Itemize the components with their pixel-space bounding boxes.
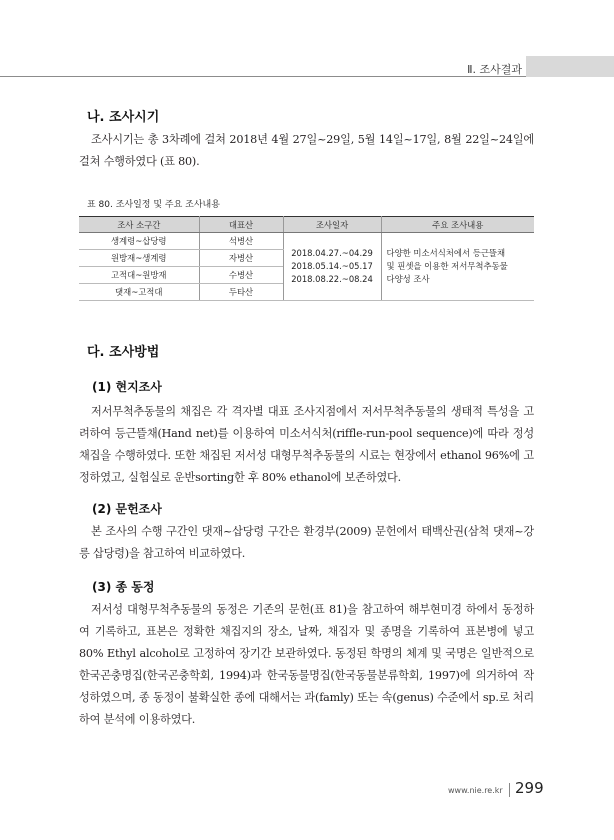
mountain-cell: 두타산 [199, 284, 283, 301]
page-number: 299 [515, 779, 544, 797]
table-caption: 표 80. 조사일정 및 주요 조사내용 [87, 200, 220, 210]
table-header-cell: 주요 조사내용 [381, 217, 534, 233]
segment-cell: 댓재~고적대 [79, 284, 199, 301]
section-heading-survey-period: 나. 조사시기 [87, 110, 160, 125]
subheading-literature-survey: (2) 문헌조사 [92, 502, 162, 516]
survey-content-line: 다양성 조사 [386, 274, 430, 284]
survey-content-line: 및 핀셋을 이용한 저서무척추동물 [386, 261, 508, 271]
table-row [79, 233, 534, 250]
field-survey-paragraph: 저서무척추동물의 채집은 각 격자별 대표 조사지점에서 저서무척추동물의 생태적 특성을 고려하여 등근뜰채(Hand net)를 이용하여 미소서식처(riffle-run-pool sequence)에 따라 정성채집을 수행하였다. 또한 채집된 저서성 대형무척추동물의 시료는 현장에서 ethanol 96%에 고정하였고, 실험실로 운반sorting한 후 80% ethanol에 보존하였다. [79, 405, 534, 484]
survey-date: 2018.08.22.~08.24 [291, 274, 373, 284]
segment-cell: 생계령~삽당령 [79, 233, 199, 250]
table-header-cell: 대표산 [199, 217, 283, 233]
table-header-cell: 조사 소구간 [79, 217, 199, 233]
survey-dates-cell [283, 233, 381, 301]
running-header-section: Ⅱ. 조사결과 [467, 63, 522, 76]
segment-cell: 원방재~생계령 [79, 250, 199, 267]
mountain-cell: 수병산 [199, 267, 283, 284]
survey-date: 2018.04.27.~04.29 [291, 248, 373, 258]
footer-separator [509, 783, 510, 797]
species-identification-paragraph: 저서성 대형무척추동물의 동정은 기존의 문헌(표 81)을 참고하여 해부현미경 하에서 동정하여 기록하고, 표본은 정확한 채집지의 장소, 날짜, 채집자 및 종명을 기록하여 표본병에 넣고 80% Ethyl alcohol로 고정하여 장기간 보관하였다. 동정된 학명의 체계 및 국명은 일반적으로 한국곤충명집(한국곤충학회, 1994)과 한국동물명집(한국동물분류학회, 1997)에 의거하여 작성하였으며, 종 동정이 불확실한 종에 대해서는 과(famly) 또는 속(genus) 수준에서 sp.로 처리하여 분석에 이용하였다. [79, 603, 534, 726]
subheading-species-identification: (3) 종 동정 [92, 580, 155, 594]
subheading-field-survey: (1) 현지조사 [92, 380, 162, 394]
table-header-row [79, 217, 534, 233]
section-heading-survey-method: 다. 조사방법 [87, 345, 160, 360]
footer-url: www.nie.re.kr [448, 786, 503, 795]
survey-content-cell [381, 233, 534, 301]
survey-date: 2018.05.14.~05.17 [291, 261, 373, 271]
mountain-cell: 자병산 [199, 250, 283, 267]
mountain-cell: 석병산 [199, 233, 283, 250]
segment-cell: 고적대~원방재 [79, 267, 199, 284]
survey-schedule-table [79, 216, 534, 301]
literature-survey-paragraph: 본 조사의 수행 구간인 댓재~삽당령 구간은 환경부(2009) 문헌에서 태백산권(삼척 댓재~강릉 삽당령)을 참고하여 비교하였다. [79, 525, 534, 560]
survey-content-line: 다양한 미소서식처에서 등근뜰채 [386, 248, 506, 258]
header-tab-marker [526, 56, 614, 77]
survey-period-paragraph: 조사시기는 총 3차례에 걸쳐 2018년 4월 27일~29일, 5월 14일~17일, 8월 22일~24일에 걸쳐 수행하였다 (표 80). [79, 133, 534, 168]
table-header-cell: 조사일자 [283, 217, 381, 233]
